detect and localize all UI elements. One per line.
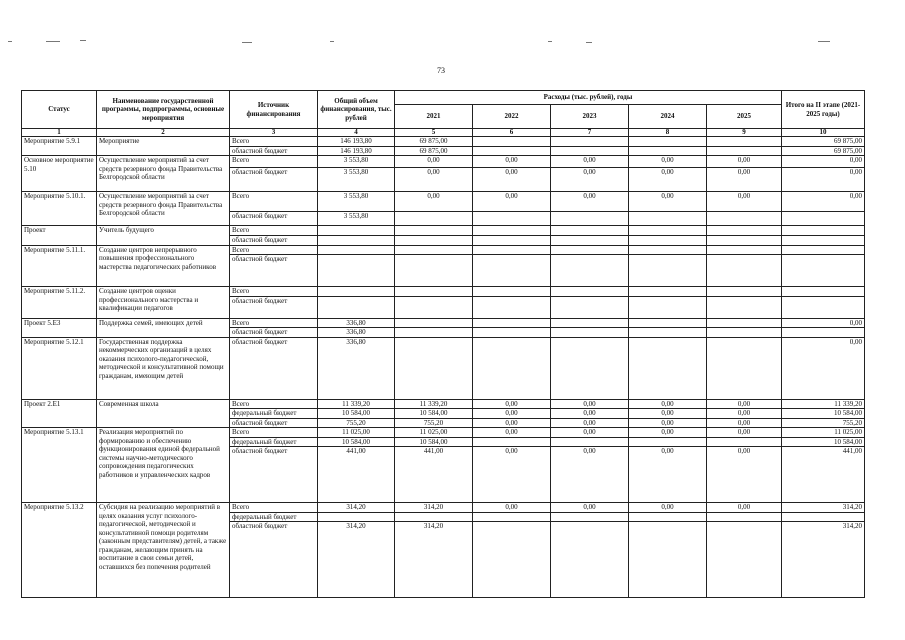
row-year-value: 69 875,00 [395, 137, 473, 147]
table-row [22, 503, 865, 513]
row-source: Всего [230, 399, 318, 409]
row-year-value: 0,00 [551, 503, 629, 513]
row-status: Мероприятие 5.10.1. [22, 192, 97, 226]
row-source: областной бюджет [230, 168, 318, 192]
row-source: Всего [230, 318, 318, 328]
row-stage-total [782, 512, 865, 522]
row-year-value: 0,00 [473, 399, 551, 409]
row-year-value: 441,00 [395, 447, 473, 503]
row-year-value: 0,00 [395, 192, 473, 212]
table-row [22, 399, 865, 409]
row-source: областной бюджет [230, 522, 318, 598]
row-year-value [707, 337, 782, 399]
row-year-value [395, 337, 473, 399]
column-number: 1 [22, 129, 97, 137]
row-stage-total: 441,00 [782, 447, 865, 503]
row-year-value [395, 212, 473, 226]
row-name: Учитель будущего [97, 226, 230, 246]
row-year-value: 0,00 [551, 399, 629, 409]
row-stage-total [782, 245, 865, 255]
row-stage-total: 10 584,00 [782, 437, 865, 447]
row-stage-total: 314,20 [782, 522, 865, 598]
row-year-value: 0,00 [629, 418, 707, 428]
row-name: Реализация мероприятий по формированию и обеспечению функционирования единой федеральной системы научно-методического сопровождения педагогических работников и управленческих кадров [97, 428, 230, 503]
row-year-value [551, 137, 629, 147]
row-total: 314,20 [318, 522, 395, 598]
row-status: Основное мероприятие 5.10 [22, 156, 97, 192]
row-stage-total: 0,00 [782, 337, 865, 399]
row-year-value [707, 512, 782, 522]
row-total [318, 512, 395, 522]
row-year-value [551, 522, 629, 598]
row-year-value: 314,20 [395, 522, 473, 598]
row-year-value: 0,00 [473, 447, 551, 503]
row-name: Государственная поддержка некоммерческих организаций в целях оказания психолого-педагогической, методической и консультативной помощи гражданам, имеющим детей [97, 337, 230, 399]
row-year-value: 0,00 [707, 156, 782, 168]
row-source: Всего [230, 226, 318, 236]
row-year-value: 0,00 [473, 503, 551, 513]
header-year: 2025 [707, 105, 782, 129]
row-year-value [395, 328, 473, 338]
row-name: Поддержка семей, имеющих детей [97, 318, 230, 337]
column-number: 9 [707, 129, 782, 137]
row-year-value [629, 328, 707, 338]
row-status: Мероприятие 5.12.1 [22, 337, 97, 399]
header-year: 2023 [551, 105, 629, 129]
row-name: Осуществление мероприятий за счет средств резервного фонда Правительства Белгородской области [97, 156, 230, 192]
row-year-value [473, 236, 551, 246]
row-year-value: 0,00 [707, 399, 782, 409]
row-total: 10 584,00 [318, 409, 395, 419]
table-row [22, 226, 865, 236]
row-year-value [629, 137, 707, 147]
row-year-value: 0,00 [707, 447, 782, 503]
row-year-value: 0,00 [707, 503, 782, 513]
row-year-value: 314,20 [395, 503, 473, 513]
row-year-value: 0,00 [551, 418, 629, 428]
row-year-value: 0,00 [629, 503, 707, 513]
row-year-value: 11 025,00 [395, 428, 473, 438]
row-year-value [395, 318, 473, 328]
row-status: Проект 5.Е3 [22, 318, 97, 337]
row-year-value [551, 146, 629, 156]
row-stage-total [782, 255, 865, 287]
row-year-value: 0,00 [473, 428, 551, 438]
row-source: областной бюджет [230, 337, 318, 399]
row-total [318, 287, 395, 297]
scan-marks [0, 38, 905, 48]
row-year-value: 0,00 [395, 156, 473, 168]
row-year-value [395, 245, 473, 255]
row-year-value [551, 255, 629, 287]
page-number: 73 [437, 66, 445, 75]
row-year-value [473, 137, 551, 147]
row-total: 146 193,80 [318, 137, 395, 147]
row-year-value [395, 512, 473, 522]
row-year-value [629, 245, 707, 255]
row-year-value [395, 287, 473, 297]
row-source: областной бюджет [230, 146, 318, 156]
row-year-value: 10 584,00 [395, 437, 473, 447]
row-stage-total: 755,20 [782, 418, 865, 428]
row-year-value [707, 245, 782, 255]
row-status: Проект [22, 226, 97, 246]
row-status: Мероприятие 5.13.2 [22, 503, 97, 598]
row-year-value [551, 512, 629, 522]
row-year-value [473, 437, 551, 447]
row-year-value [473, 512, 551, 522]
row-year-value [551, 245, 629, 255]
financing-table [21, 90, 865, 598]
column-number: 3 [230, 129, 318, 137]
table-row [22, 318, 865, 328]
table-row [22, 287, 865, 297]
row-stage-total [782, 212, 865, 226]
table-body [22, 137, 865, 598]
row-total: 336,80 [318, 318, 395, 328]
row-stage-total [782, 226, 865, 236]
row-name: Осуществление мероприятий за счет средств резервного фонда Правительства Белгородской области [97, 192, 230, 226]
row-year-value [707, 287, 782, 297]
row-year-value: 10 584,00 [395, 409, 473, 419]
row-year-value [707, 437, 782, 447]
header-expenses: Расходы (тыс. рублей), годы [395, 91, 782, 105]
row-year-value: 0,00 [629, 156, 707, 168]
row-year-value [629, 146, 707, 156]
column-number: 6 [473, 129, 551, 137]
row-year-value [551, 236, 629, 246]
row-year-value [551, 287, 629, 297]
table-row [22, 156, 865, 168]
row-total [318, 236, 395, 246]
row-total: 336,80 [318, 328, 395, 338]
row-name: Создание центров непрерывного повышения профессионального мастерства педагогических работников [97, 245, 230, 287]
row-year-value [395, 236, 473, 246]
row-year-value: 755,20 [395, 418, 473, 428]
row-total: 755,20 [318, 418, 395, 428]
header-source: Источник финансирования [230, 91, 318, 129]
row-year-value: 0,00 [629, 399, 707, 409]
row-year-value [707, 212, 782, 226]
row-year-value [473, 337, 551, 399]
row-total: 3 553,80 [318, 212, 395, 226]
row-year-value [707, 255, 782, 287]
row-stage-total: 69 875,00 [782, 146, 865, 156]
row-year-value: 0,00 [707, 418, 782, 428]
row-year-value [707, 226, 782, 236]
row-year-value: 69 875,00 [395, 146, 473, 156]
table-row [22, 137, 865, 147]
row-year-value: 0,00 [551, 156, 629, 168]
row-year-value [551, 337, 629, 399]
row-status: Мероприятие 5.11.1. [22, 245, 97, 287]
row-source: Всего [230, 503, 318, 513]
row-total [318, 245, 395, 255]
row-year-value: 0,00 [629, 192, 707, 212]
row-total: 11 339,20 [318, 399, 395, 409]
row-year-value [707, 146, 782, 156]
row-stage-total: 0,00 [782, 192, 865, 212]
row-status: Мероприятие 5.11.2. [22, 287, 97, 319]
row-year-value [629, 212, 707, 226]
column-number-row [22, 129, 865, 137]
row-year-value [629, 296, 707, 318]
row-year-value: 0,00 [551, 409, 629, 419]
row-source: областной бюджет [230, 328, 318, 338]
row-year-value [629, 255, 707, 287]
row-year-value: 0,00 [707, 168, 782, 192]
row-year-value: 0,00 [629, 168, 707, 192]
row-total: 441,00 [318, 447, 395, 503]
row-year-value [473, 212, 551, 226]
row-year-value [707, 522, 782, 598]
row-total: 314,20 [318, 503, 395, 513]
row-status: Мероприятие 5.13.1 [22, 428, 97, 503]
column-number: 5 [395, 129, 473, 137]
row-total [318, 296, 395, 318]
row-year-value [707, 236, 782, 246]
row-year-value [473, 328, 551, 338]
column-number: 8 [629, 129, 707, 137]
row-year-value [473, 522, 551, 598]
row-year-value: 0,00 [551, 428, 629, 438]
row-year-value [473, 245, 551, 255]
row-year-value [551, 226, 629, 236]
row-source: областной бюджет [230, 255, 318, 287]
column-number: 4 [318, 129, 395, 137]
header-year: 2021 [395, 105, 473, 129]
row-year-value [629, 522, 707, 598]
row-year-value [629, 318, 707, 328]
row-year-value [629, 287, 707, 297]
row-year-value [551, 328, 629, 338]
row-stage-total [782, 287, 865, 297]
row-stage-total: 11 025,00 [782, 428, 865, 438]
row-source: областной бюджет [230, 212, 318, 226]
header-year: 2022 [473, 105, 551, 129]
row-year-value [395, 255, 473, 287]
row-source: областной бюджет [230, 418, 318, 428]
row-year-value: 0,00 [551, 192, 629, 212]
table-row [22, 337, 865, 399]
row-year-value [473, 255, 551, 287]
row-year-value: 0,00 [473, 156, 551, 168]
row-source: Всего [230, 156, 318, 168]
row-year-value: 0,00 [707, 409, 782, 419]
row-year-value [629, 437, 707, 447]
row-total: 10 584,00 [318, 437, 395, 447]
row-year-value [629, 226, 707, 236]
row-stage-total: 10 584,00 [782, 409, 865, 419]
row-year-value [395, 226, 473, 236]
row-stage-total: 11 339,20 [782, 399, 865, 409]
row-stage-total: 314,20 [782, 503, 865, 513]
row-year-value [551, 296, 629, 318]
row-total: 3 553,80 [318, 168, 395, 192]
header-status: Статус [22, 91, 97, 129]
row-year-value [629, 337, 707, 399]
row-year-value [707, 328, 782, 338]
row-year-value: 11 339,20 [395, 399, 473, 409]
row-source: Всего [230, 428, 318, 438]
row-name: Субсидия на реализацию мероприятий в целях оказания услуг психолого-педагогической, методической и консультативной помощи родителям (законным представителям) детей, а также гражданам, желающим принять на воспитание в свои семьи детей, оставшихся без попечения родителей [97, 503, 230, 598]
row-year-value: 0,00 [395, 168, 473, 192]
row-stage-total: 0,00 [782, 156, 865, 168]
column-number: 2 [97, 129, 230, 137]
row-year-value: 0,00 [473, 168, 551, 192]
row-year-value [551, 318, 629, 328]
row-year-value [707, 318, 782, 328]
row-stage-total: 0,00 [782, 168, 865, 192]
row-year-value [473, 296, 551, 318]
row-year-value: 0,00 [629, 409, 707, 419]
table-row [22, 192, 865, 212]
row-source: областной бюджет [230, 296, 318, 318]
row-year-value [473, 318, 551, 328]
row-year-value [551, 212, 629, 226]
row-year-value [629, 512, 707, 522]
row-source: областной бюджет [230, 447, 318, 503]
row-year-value [629, 236, 707, 246]
column-number: 7 [551, 129, 629, 137]
row-source: Всего [230, 287, 318, 297]
row-source: Всего [230, 245, 318, 255]
row-year-value: 0,00 [629, 428, 707, 438]
table-row [22, 428, 865, 438]
row-year-value: 0,00 [707, 192, 782, 212]
row-year-value [473, 287, 551, 297]
row-year-value: 0,00 [707, 428, 782, 438]
column-number: 10 [782, 129, 865, 137]
header-name: Наименование государственной программы, подпрограммы, основные мероприятия [97, 91, 230, 129]
row-year-value [707, 296, 782, 318]
row-total [318, 226, 395, 236]
row-source: федеральный бюджет [230, 409, 318, 419]
row-total: 3 553,80 [318, 192, 395, 212]
row-source: Всего [230, 137, 318, 147]
row-year-value [551, 437, 629, 447]
row-stage-total: 69 875,00 [782, 137, 865, 147]
header-stage-total: Итого на II этапе (2021-2025 годы) [782, 91, 865, 129]
row-year-value: 0,00 [473, 418, 551, 428]
row-year-value: 0,00 [473, 409, 551, 419]
row-status: Проект 2.Е1 [22, 399, 97, 428]
row-stage-total [782, 296, 865, 318]
row-status: Мероприятие 5.9.1 [22, 137, 97, 156]
row-total: 11 025,00 [318, 428, 395, 438]
row-total: 336,80 [318, 337, 395, 399]
row-source: Всего [230, 192, 318, 212]
row-year-value: 0,00 [551, 168, 629, 192]
row-total [318, 255, 395, 287]
row-name: Современная школа [97, 399, 230, 428]
header-total: Общий объем финансирования, тыс. рублей [318, 91, 395, 129]
header-year: 2024 [629, 105, 707, 129]
row-stage-total [782, 328, 865, 338]
row-year-value: 0,00 [629, 447, 707, 503]
row-source: федеральный бюджет [230, 512, 318, 522]
table-header [22, 91, 865, 137]
row-total: 3 553,80 [318, 156, 395, 168]
row-name: Создание центров оценки профессионального мастерства и квалификации педагогов [97, 287, 230, 319]
row-year-value [473, 226, 551, 236]
row-source: областной бюджет [230, 236, 318, 246]
row-source: федеральный бюджет [230, 437, 318, 447]
row-year-value [707, 137, 782, 147]
row-name: Мероприятие [97, 137, 230, 156]
row-year-value: 0,00 [473, 192, 551, 212]
row-year-value [395, 296, 473, 318]
row-stage-total: 0,00 [782, 318, 865, 328]
row-total: 146 193,80 [318, 146, 395, 156]
row-year-value: 0,00 [551, 447, 629, 503]
table-row [22, 245, 865, 255]
row-stage-total [782, 236, 865, 246]
row-year-value [473, 146, 551, 156]
